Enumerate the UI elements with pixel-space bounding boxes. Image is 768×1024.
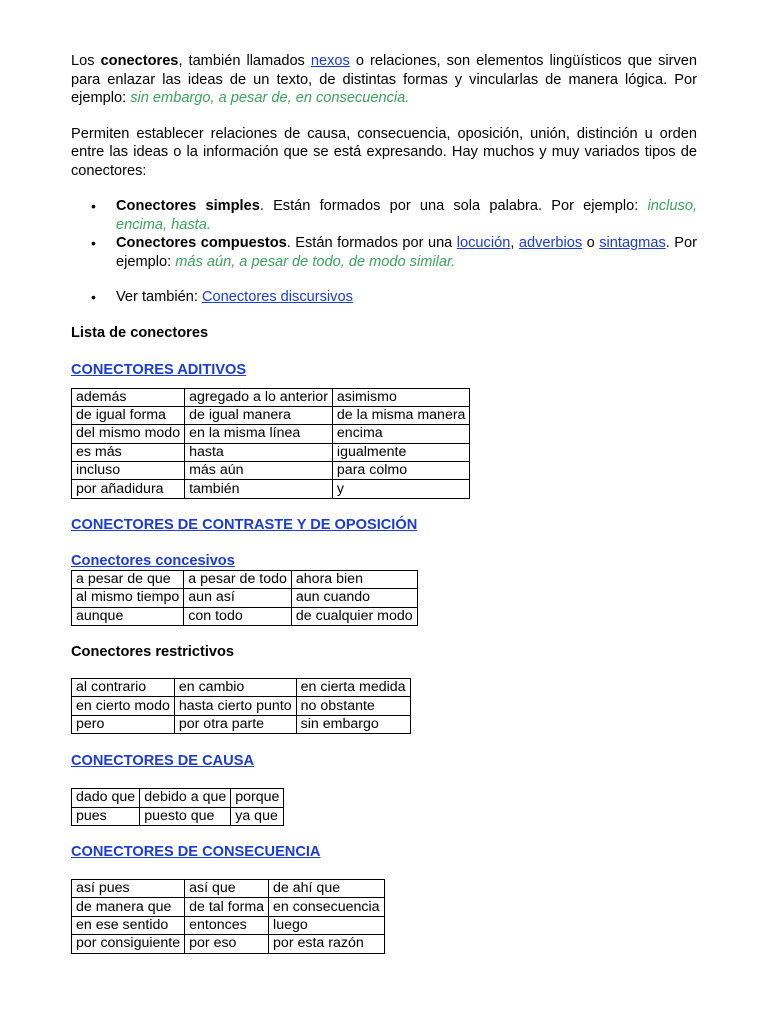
table-cell: al mismo tiempo	[72, 589, 184, 607]
table-cell: ahora bien	[291, 570, 417, 588]
intro-example: sin embargo, a pesar de, en consecuencia.	[130, 90, 410, 106]
table-cell: de ahí que	[269, 879, 384, 897]
restrictivos-heading: Conectores restrictivos	[71, 644, 235, 661]
table-cell: también	[185, 480, 333, 498]
table-cell: hasta	[185, 443, 333, 461]
table-row	[72, 425, 470, 443]
compound-connectors-text-1: . Están formados por una	[286, 235, 457, 251]
table-cell: asimismo	[332, 388, 470, 406]
compound-connectors-text-2: . Por ejemplo:	[116, 235, 697, 270]
simple-connectors-text: . Están formados por una sola palabra. Por ejemplo:	[259, 198, 648, 214]
table-cell: en ese sentido	[72, 916, 185, 934]
table-cell: más aún	[185, 462, 333, 480]
table-row	[72, 607, 418, 625]
bullet-compound-connectors	[71, 234, 697, 271]
compound-connectors-term: Conectores compuestos	[116, 235, 287, 251]
causa-heading[interactable]: CONECTORES DE CAUSA	[71, 753, 254, 770]
table-cell: al contrario	[72, 679, 175, 697]
restrictivos-table	[71, 678, 411, 734]
table-cell: aun cuando	[291, 589, 417, 607]
consecuencia-table	[71, 879, 385, 954]
table-cell: por consiguiente	[72, 935, 185, 953]
table-cell: por añadidura	[72, 480, 185, 498]
table-row	[72, 443, 470, 461]
table-cell: además	[72, 388, 185, 406]
table-row	[72, 462, 470, 480]
table-cell: luego	[269, 916, 384, 934]
table-cell: así pues	[72, 879, 185, 897]
table-cell: pues	[72, 807, 140, 825]
table-row	[72, 879, 385, 897]
causa-table	[71, 788, 284, 826]
table-row	[72, 715, 411, 733]
intro-paragraph	[71, 52, 697, 108]
table-row	[72, 589, 418, 607]
intro-text-1: Los	[71, 53, 101, 69]
table-cell: en la misma línea	[185, 425, 333, 443]
table-row	[72, 480, 470, 498]
bullet-see-also	[71, 288, 697, 307]
table-cell: en cambio	[174, 679, 296, 697]
table-cell: es más	[72, 443, 185, 461]
table-cell: dado que	[72, 789, 140, 807]
table-cell: en cierta medida	[296, 679, 410, 697]
table-cell: de la misma manera	[332, 406, 470, 424]
table-row	[72, 679, 411, 697]
table-cell: incluso	[72, 462, 185, 480]
compound-sep-2: o	[582, 235, 600, 251]
table-row	[72, 935, 385, 953]
table-cell: con todo	[184, 607, 292, 625]
table-cell: entonces	[185, 916, 269, 934]
table-cell: de tal forma	[185, 898, 269, 916]
adverbios-link[interactable]: adverbios	[518, 235, 583, 251]
table-cell: ya que	[231, 807, 284, 825]
table-cell: por otra parte	[174, 715, 296, 733]
table-cell: para colmo	[332, 462, 470, 480]
table-cell: en consecuencia	[269, 898, 384, 916]
table-cell: por esta razón	[269, 935, 384, 953]
aditivos-table	[71, 388, 470, 499]
table-cell: aunque	[72, 607, 184, 625]
table-cell: en cierto modo	[72, 697, 175, 715]
compound-sep-1: ,	[510, 235, 519, 251]
see-also-label: Ver también:	[116, 289, 202, 305]
conectores-discursivos-link[interactable]: Conectores discursivos	[202, 289, 353, 305]
table-cell: de igual manera	[185, 406, 333, 424]
table-cell: aun así	[184, 589, 292, 607]
table-cell: así que	[185, 879, 269, 897]
contraste-heading[interactable]: CONECTORES DE CONTRASTE Y DE OPOSICIÓN	[71, 516, 418, 533]
table-cell: igualmente	[332, 443, 470, 461]
table-row	[72, 570, 418, 588]
table-cell: porque	[231, 789, 284, 807]
compound-connectors-example: más aún, a pesar de todo, de modo similar.	[175, 253, 456, 270]
table-cell: de igual forma	[72, 406, 185, 424]
document-page	[71, 52, 697, 954]
simple-connectors-example: incluso, encima, hasta.	[116, 198, 697, 233]
concesivos-table	[71, 570, 418, 626]
table-row	[72, 406, 470, 424]
nexos-link[interactable]: nexos	[310, 53, 350, 69]
table-row	[72, 388, 470, 406]
table-cell: y	[332, 480, 470, 498]
aditivos-heading[interactable]: CONECTORES ADITIVOS	[71, 361, 247, 378]
list-heading: Lista de conectores	[71, 324, 209, 341]
table-row	[72, 807, 284, 825]
intro-text-2: , también llamados	[178, 53, 311, 69]
table-cell: puesto que	[140, 807, 231, 825]
table-row	[72, 916, 385, 934]
table-cell: sin embargo	[296, 715, 410, 733]
intro-text-3: o relaciones, son elementos lingüísticos que sirven para enlazar las ideas de un texto, de distintas formas y vincularlas de manera lógica. Por ejemplo:	[71, 53, 698, 106]
table-cell: del mismo modo	[72, 425, 185, 443]
table-cell: pero	[72, 715, 175, 733]
table-cell: a pesar de todo	[184, 570, 292, 588]
table-cell: hasta cierto punto	[174, 697, 296, 715]
locucion-link[interactable]: locución	[456, 235, 511, 251]
relations-paragraph: Permiten establecer relaciones de causa, consecuencia, oposición, unión, distinción u orden entre las ideas o la información que se está expresando. Hay muchos y muy variados tipos de conectores:	[71, 125, 697, 179]
bullet-simple-connectors	[71, 197, 697, 234]
table-cell: a pesar de que	[72, 570, 184, 588]
see-also-list	[71, 288, 697, 307]
table-row	[72, 789, 284, 807]
connector-types-list	[71, 197, 697, 271]
concesivos-heading[interactable]: Conectores concesivos	[71, 552, 235, 569]
table-cell: de manera que	[72, 898, 185, 916]
consecuencia-heading[interactable]: CONECTORES DE CONSECUENCIA	[71, 843, 321, 860]
table-cell: agregado a lo anterior	[185, 388, 333, 406]
table-cell: debido a que	[140, 789, 231, 807]
sintagmas-link[interactable]: sintagmas	[599, 235, 666, 251]
intro-bold-term: conectores	[100, 53, 179, 69]
table-cell: de cualquier modo	[291, 607, 417, 625]
table-cell: encima	[332, 425, 470, 443]
table-cell: no obstante	[296, 697, 410, 715]
table-cell: por eso	[185, 935, 269, 953]
simple-connectors-term: Conectores simples	[116, 198, 260, 214]
table-row	[72, 898, 385, 916]
table-row	[72, 697, 411, 715]
